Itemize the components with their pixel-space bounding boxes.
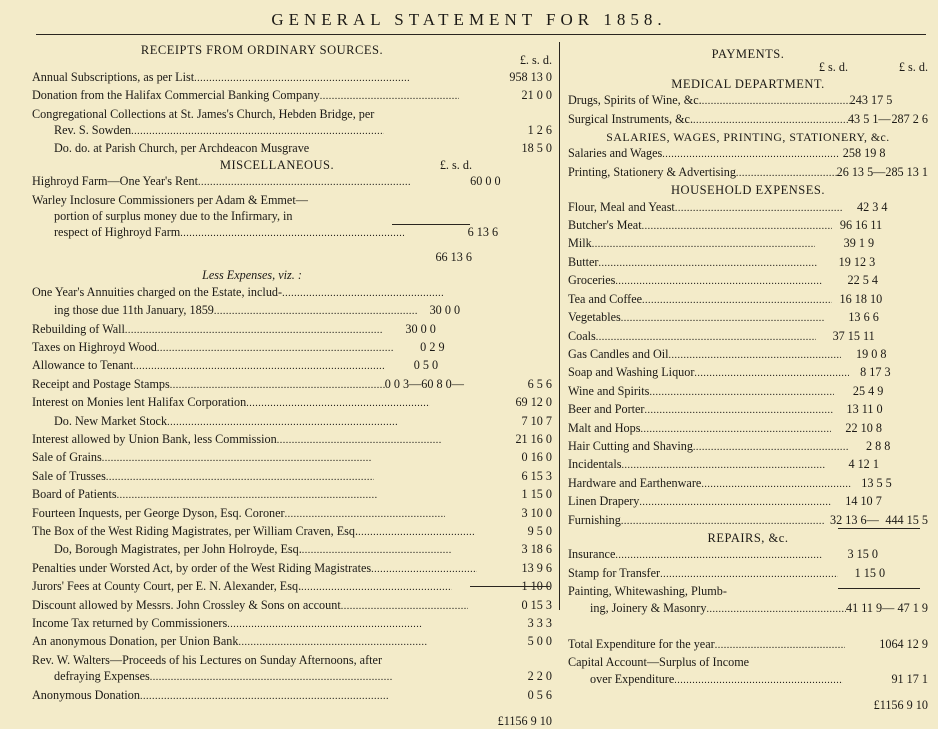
ledger-amount: 0 5 6: [527, 687, 552, 702]
leader-dots: [674, 671, 842, 689]
leader-dots: [715, 636, 845, 654]
ledger-amount: 14 10 7: [845, 494, 882, 509]
ledger-row: [568, 493, 928, 511]
leader-dots: [736, 164, 837, 182]
ledger-row: [568, 636, 928, 654]
ledger-row: [32, 339, 552, 357]
ledger-row: [568, 199, 928, 217]
leader-dots: [285, 505, 446, 523]
leader-dots: [702, 92, 850, 110]
ledger-row: [32, 284, 552, 302]
ledger-item-label: Do. do. at Parish Church, per Archdeacon Musgrave: [54, 141, 310, 156]
payments-total-row: [568, 697, 928, 713]
payments-total: £1156 9 10: [873, 698, 928, 713]
ledger-item-label: Total Expenditure for the year: [568, 637, 715, 651]
ledger-amount: 69 12 0: [515, 395, 553, 410]
ledger-amount: 3 18 6: [521, 542, 553, 557]
ledger-item-label: respect of Highroyd Farm: [54, 225, 181, 240]
leader-dots: [694, 364, 849, 382]
leader-dots: [320, 87, 460, 105]
leader-dots: [131, 122, 384, 140]
ledger-item-label: Butter: [568, 254, 599, 269]
ledger-row: [32, 87, 552, 105]
ledger-amount: 47 1 9: [897, 600, 928, 615]
leader-dots: [675, 199, 843, 217]
ledger-row: [32, 687, 552, 705]
ledger-amount: 287 2 6: [891, 111, 928, 126]
ledger-item-label: One Year's Annuities charged on the Estate, includ-: [32, 284, 283, 299]
ledger-row: [32, 652, 552, 668]
ledger-row: [32, 321, 552, 339]
ledger-item-label: Receipt and Postage Stamps: [32, 376, 170, 391]
ledger-row: [32, 523, 552, 541]
ledger-row: [32, 140, 552, 156]
lsd-header: £ s. d.: [818, 60, 848, 75]
ledger-amount: 13 6 6: [848, 310, 879, 325]
ledger-amount: 91 17 1: [891, 671, 928, 686]
ledger-item-label: Hair Cutting and Shaving: [568, 438, 693, 453]
ledger-row: [32, 597, 552, 615]
ledger-item-label: Do. New Market Stock: [54, 413, 168, 428]
ledger-item-label: Do, Borough Magistrates, per John Holroyde, Esq.: [54, 542, 302, 557]
ledger-amount: 16 18 10: [839, 291, 883, 306]
ledger-item-label: Board of Patients: [32, 487, 117, 502]
ledger-amount: 42 3 4: [856, 199, 888, 214]
leader-dots: [642, 291, 832, 309]
ledger-item-label: Linen Drapery: [568, 494, 640, 509]
ledger-row: [568, 438, 928, 456]
ledger-item-label: ing those due 11th January, 1859: [54, 303, 214, 318]
ledger-item-label: Jurors' Fees at County Court, per E. N. Alexander, Esq.: [32, 579, 302, 594]
ledger-item-label: defraying Expenses: [54, 669, 150, 684]
misc-subtotal: 66 13 6: [435, 249, 472, 264]
ledger-amount: 96 16 11: [839, 218, 883, 233]
leader-dots: [358, 523, 475, 541]
receipts-heading: RECEIPTS FROM ORDINARY SOURCES.: [140, 43, 384, 57]
payments-section-heading: SALARIES, WAGES, PRINTING, STATIONERY, &c.: [606, 130, 890, 145]
leader-dots: [194, 69, 409, 87]
ledger-row: [32, 541, 552, 559]
ledger-row: [568, 546, 928, 564]
leader-dots: [371, 560, 477, 578]
leader-dots: [198, 173, 411, 191]
leader-dots: [133, 357, 385, 375]
ledger-row: [32, 560, 552, 578]
leader-dots: [157, 339, 395, 357]
ledger-item-label: Taxes on Highroyd Wood: [32, 339, 157, 354]
leader-dots: [644, 401, 832, 419]
ledger-row: [32, 106, 552, 122]
payments-heading: PAYMENTS.: [711, 47, 785, 61]
leader-dots: [167, 413, 398, 431]
leader-dots: [662, 145, 838, 163]
ledger-row: [568, 671, 928, 689]
leader-dots: [282, 284, 444, 302]
ledger-row: [32, 505, 552, 523]
ledger-item-label: Soap and Washing Liquor: [568, 365, 695, 380]
ledger-item-label: The Box of the West Riding Magistrates, per William Craven, Esq.: [32, 523, 359, 538]
ledger-row: [32, 192, 552, 208]
payments-section-heading: REPAIRS, &c.: [707, 530, 789, 545]
ledger-row: [568, 654, 928, 670]
ledger-amount: 0 15 3: [521, 597, 552, 612]
ledger-row: [32, 615, 552, 633]
ledger-amount: 26 13 5—: [836, 164, 886, 179]
ledger-amount: 30 0 0: [405, 321, 436, 336]
ledger-row: [32, 69, 552, 87]
ledger-item-label: Interest allowed by Union Bank, less Commission: [32, 431, 277, 446]
ledger-row: [568, 420, 928, 438]
ledger-item-label: portion of surplus money due to the Infirmary, in: [54, 209, 293, 224]
leader-dots: [693, 438, 849, 456]
ledger-amount: 958 13 0: [509, 69, 552, 84]
leader-dots: [621, 456, 824, 474]
ledger-row: [32, 413, 552, 431]
ledger-row: [32, 122, 552, 140]
ledger-item-label: ing, Joinery & Masonry: [590, 600, 707, 615]
leader-dots: [706, 600, 846, 618]
ledger-amount: 3 10 0: [521, 505, 552, 520]
ledger-item-label: Capital Account—Surplus of Income: [568, 655, 750, 670]
ledger-row: [32, 208, 552, 224]
leader-dots: [615, 272, 822, 290]
ledger-item-label: Coals: [568, 328, 596, 343]
ledger-amount: 37 15 11: [832, 328, 875, 343]
ledger-row: [568, 291, 928, 309]
leader-dots: [701, 475, 851, 493]
ledger-row: [568, 145, 928, 163]
ledger-item-label: Anonymous Donation: [32, 687, 140, 702]
ledger-amount: 19 12 3: [838, 254, 876, 269]
page-title: GENERAL STATEMENT FOR 1858.: [271, 10, 667, 29]
column-divider: [559, 42, 560, 610]
ledger-item-label: Groceries: [568, 273, 616, 288]
ledger-row: [568, 272, 928, 290]
ledger-amount: 8 17 3: [860, 365, 891, 380]
ledger-item-label: Incidentals: [568, 457, 622, 472]
ledger-amount: 25 4 9: [852, 383, 884, 398]
lsd-header: £ s. d.: [898, 60, 928, 75]
ledger-amount: 2 8 8: [865, 438, 891, 453]
ledger-item-label: Malt and Hops: [568, 420, 641, 435]
ledger-item-label: Highroyd Farm—One Year's Rent: [32, 174, 199, 189]
ledger-item-label: Butcher's Meat: [568, 218, 642, 233]
ledger-amount: 1 2 6: [527, 123, 552, 138]
ledger-amount: 18 5 0: [521, 141, 552, 156]
ledger-amount: 1 15 0: [521, 487, 553, 502]
ledger-item-label: Sale of Trusses: [32, 468, 106, 483]
ledger-item-label: Rev. W. Walters—Proceeds of his Lectures on Sunday Afternoons, after: [32, 652, 383, 667]
misc-heading-row: [32, 157, 552, 173]
spacer: [568, 618, 928, 636]
ledger-row: [568, 309, 928, 327]
ledger-amount: 7 10 7: [521, 413, 552, 428]
ledger-item-label: Milk: [568, 236, 592, 251]
ledger-item-label: Rev. S. Sowden: [54, 123, 132, 138]
ledger-item-label: Warley Inclosure Commissioners per Adam & Emmet—: [32, 192, 308, 207]
ledger-item-label: Stamp for Transfer: [568, 565, 661, 580]
lsd-header: £. s. d.: [519, 53, 552, 68]
ledger-row: [568, 364, 928, 382]
ledger-item-label: Sale of Grains: [32, 450, 102, 465]
ledger-row: [568, 254, 928, 272]
ledger-amount: 22 10 8: [845, 420, 882, 435]
ledger-row: [32, 394, 552, 412]
ledger-row: [32, 224, 552, 242]
ledger-amount: 0 2 9: [420, 339, 445, 354]
payments-total-rule-2: [838, 588, 920, 589]
ledger-row: [568, 217, 928, 235]
ledger-row: [32, 633, 552, 651]
ledger-item-label: Congregational Collections at St. James's Church, Hebden Bridge, per: [32, 106, 375, 121]
leader-dots: [106, 468, 374, 486]
ledger-item-label: Annual Subscriptions, as per List: [32, 69, 195, 84]
ledger-row: [32, 668, 552, 686]
leader-dots: [341, 597, 468, 615]
receipts-total-row: [32, 713, 552, 729]
ledger-item-label: Hardware and Earthenware: [568, 475, 702, 490]
ledger-amount: 1 15 0: [854, 565, 886, 580]
ledger-item-label: Salaries and Wages: [568, 146, 663, 161]
ledger-row: [568, 600, 928, 618]
leader-dots: [621, 309, 825, 327]
leader-dots: [239, 633, 427, 651]
ledger-amount: 5 0 0: [527, 634, 552, 649]
ledger-item-label: Insurance: [568, 547, 616, 562]
leader-dots: [621, 512, 825, 530]
ledger-amount: 6 15 3: [521, 468, 552, 483]
receipts-total-rule: [470, 586, 550, 587]
ledger-amount: 243 17 5: [849, 93, 893, 108]
ledger-row: [32, 302, 552, 320]
ledger-item-label: Penalties under Worsted Act, by order of the West Riding Magistrates: [32, 560, 372, 575]
receipts-total: £1156 9 10: [497, 714, 552, 729]
ledger-item-label: Flour, Meal and Yeast: [568, 199, 675, 214]
ledger-row: [568, 401, 928, 419]
ledger-amount: 32 13 6—: [830, 512, 879, 527]
ledger-row: [32, 431, 552, 449]
ledger-item-label: Tea and Coffee: [568, 291, 643, 306]
misc-heading: MISCELLANEOUS.: [219, 157, 335, 172]
leader-dots: [140, 687, 388, 705]
leader-dots: [642, 217, 832, 235]
ledger-row: [32, 173, 552, 191]
ledger-item-label: over Expenditure: [590, 671, 675, 686]
ledger-row: [568, 456, 928, 474]
leader-dots: [592, 235, 815, 253]
leader-dots: [301, 578, 452, 596]
ledger-amount: 285 13 1: [885, 164, 928, 179]
leader-dots: [640, 420, 831, 438]
payments-column: [568, 46, 928, 714]
ledger-item-label: Donation from the Halifax Commercial Banking Company: [32, 88, 320, 103]
ledger-row: [568, 111, 928, 129]
ledger-amount: 30 0 0: [429, 303, 461, 318]
ledger-row: [568, 565, 928, 583]
leader-dots: [170, 376, 385, 394]
misc-subtotal-rule: [392, 224, 470, 225]
ledger-amount: 0 0 3—60 8 0—: [384, 376, 464, 391]
ledger-amount: 60 0 0: [470, 174, 501, 189]
ledger-row: [568, 475, 928, 493]
ledger-amount: 1 10 0: [521, 579, 552, 594]
ledger-amount: 22 5 4: [847, 273, 878, 288]
ledger-item-label: Surgical Instruments, &c.: [568, 111, 694, 126]
ledger-item-label: Painting, Whitewashing, Plumb-: [568, 584, 727, 599]
ledger-amount: 6 5 6: [527, 376, 552, 391]
leader-dots: [302, 541, 452, 559]
payments-section-heading: MEDICAL DEPARTMENT.: [671, 76, 825, 91]
leader-dots: [102, 449, 373, 467]
ledger-amount: 0 16 0: [521, 450, 553, 465]
ledger-item-label: Discount allowed by Messrs. John Crossley & Sons on account: [32, 597, 341, 612]
title-rule: [36, 34, 926, 35]
ledger-row: [568, 383, 928, 401]
ledger-amount: 444 15 5: [885, 512, 928, 527]
ledger-amount: 13 11 0: [846, 402, 883, 417]
leader-dots: [277, 431, 442, 449]
ledger-item-label: Interest on Monies lent Halifax Corporation: [32, 395, 247, 410]
ledger-row: [568, 235, 928, 253]
ledger-row: [32, 449, 552, 467]
leader-dots: [669, 346, 841, 364]
ledger-item-label: Fourteen Inquests, per George Dyson, Esq. Coroner: [32, 505, 285, 520]
less-expenses-heading: Less Expenses, viz. :: [202, 268, 302, 283]
leader-dots: [649, 383, 834, 401]
ledger-item-label: Allowance to Tenant: [32, 358, 134, 373]
ledger-amount: 3 15 0: [847, 547, 878, 562]
ledger-item-label: Furnishing: [568, 512, 621, 527]
leader-dots: [117, 486, 379, 504]
ledger-item-label: Beer and Porter: [568, 402, 645, 417]
leader-dots: [693, 111, 848, 129]
leader-dots: [227, 615, 422, 633]
ledger-item-label: Income Tax returned by Commissioners: [32, 616, 228, 630]
ledger-amount: 3 3 3: [527, 616, 552, 630]
leader-dots: [639, 493, 831, 511]
ledger-item-label: Drugs, Spirits of Wine, &c.: [568, 93, 702, 108]
ledger-amount: 13 5 5: [861, 475, 892, 490]
ledger-item-label: Printing, Stationery & Advertising: [568, 164, 736, 179]
ledger-item-label: Wine and Spirits: [568, 383, 650, 398]
misc-subtotal-row: [32, 249, 552, 265]
leader-dots: [214, 302, 417, 320]
ledger-row: [568, 328, 928, 346]
leader-dots: [246, 394, 430, 412]
ledger-amount: 21 0 0: [521, 88, 552, 103]
ledger-amount: 13 9 6: [521, 560, 552, 575]
ledger-amount: 6 13 6: [467, 225, 499, 240]
ledger-row: [32, 357, 552, 375]
ledger-item-label: Rebuilding of Wall: [32, 321, 125, 336]
ledger-amount: 9 5 0: [527, 523, 552, 538]
ledger-item-label: An anonymous Donation, per Union Bank: [32, 634, 239, 649]
ledger-amount: 41 11 9—: [846, 600, 895, 615]
leader-dots: [660, 565, 838, 583]
leader-dots: [598, 254, 817, 272]
receipts-column: [32, 42, 552, 729]
ledger-amount: 4 12 1: [848, 457, 879, 472]
ledger-amount: 43 5 1—: [847, 111, 891, 126]
ledger-row: [568, 92, 928, 110]
ledger-row: [32, 468, 552, 486]
ledger-row: [32, 376, 552, 394]
ledger-item-label: Vegetables: [568, 310, 621, 325]
leader-dots: [615, 546, 822, 564]
leader-dots: [150, 668, 392, 686]
ledger-row: [32, 486, 552, 504]
ledger-amount: 21 16 0: [515, 431, 552, 446]
ledger-row: [568, 164, 928, 182]
ledger-amount: 39 1 9: [843, 236, 875, 251]
ledger-amount: 258 19 8: [842, 146, 886, 161]
ledger-amount: 19 0 8: [855, 346, 887, 361]
misc-lsd-header: £. s. d.: [439, 157, 472, 172]
ledger-row: [568, 583, 928, 599]
ledger-amount: 1064 12 9: [879, 637, 928, 651]
payments-total-rule-1: [838, 528, 920, 529]
ledger-amount: 2 2 0: [527, 669, 552, 684]
payments-section-heading: HOUSEHOLD EXPENSES.: [671, 183, 825, 198]
leader-dots: [596, 328, 816, 346]
ledger-amount: 0 5 0: [413, 358, 439, 373]
leader-dots: [125, 321, 382, 339]
ledger-row: [568, 346, 928, 364]
ledger-row: [32, 578, 552, 596]
leader-dots: [180, 224, 403, 242]
ledger-item-label: Gas Candles and Oil: [568, 346, 669, 361]
